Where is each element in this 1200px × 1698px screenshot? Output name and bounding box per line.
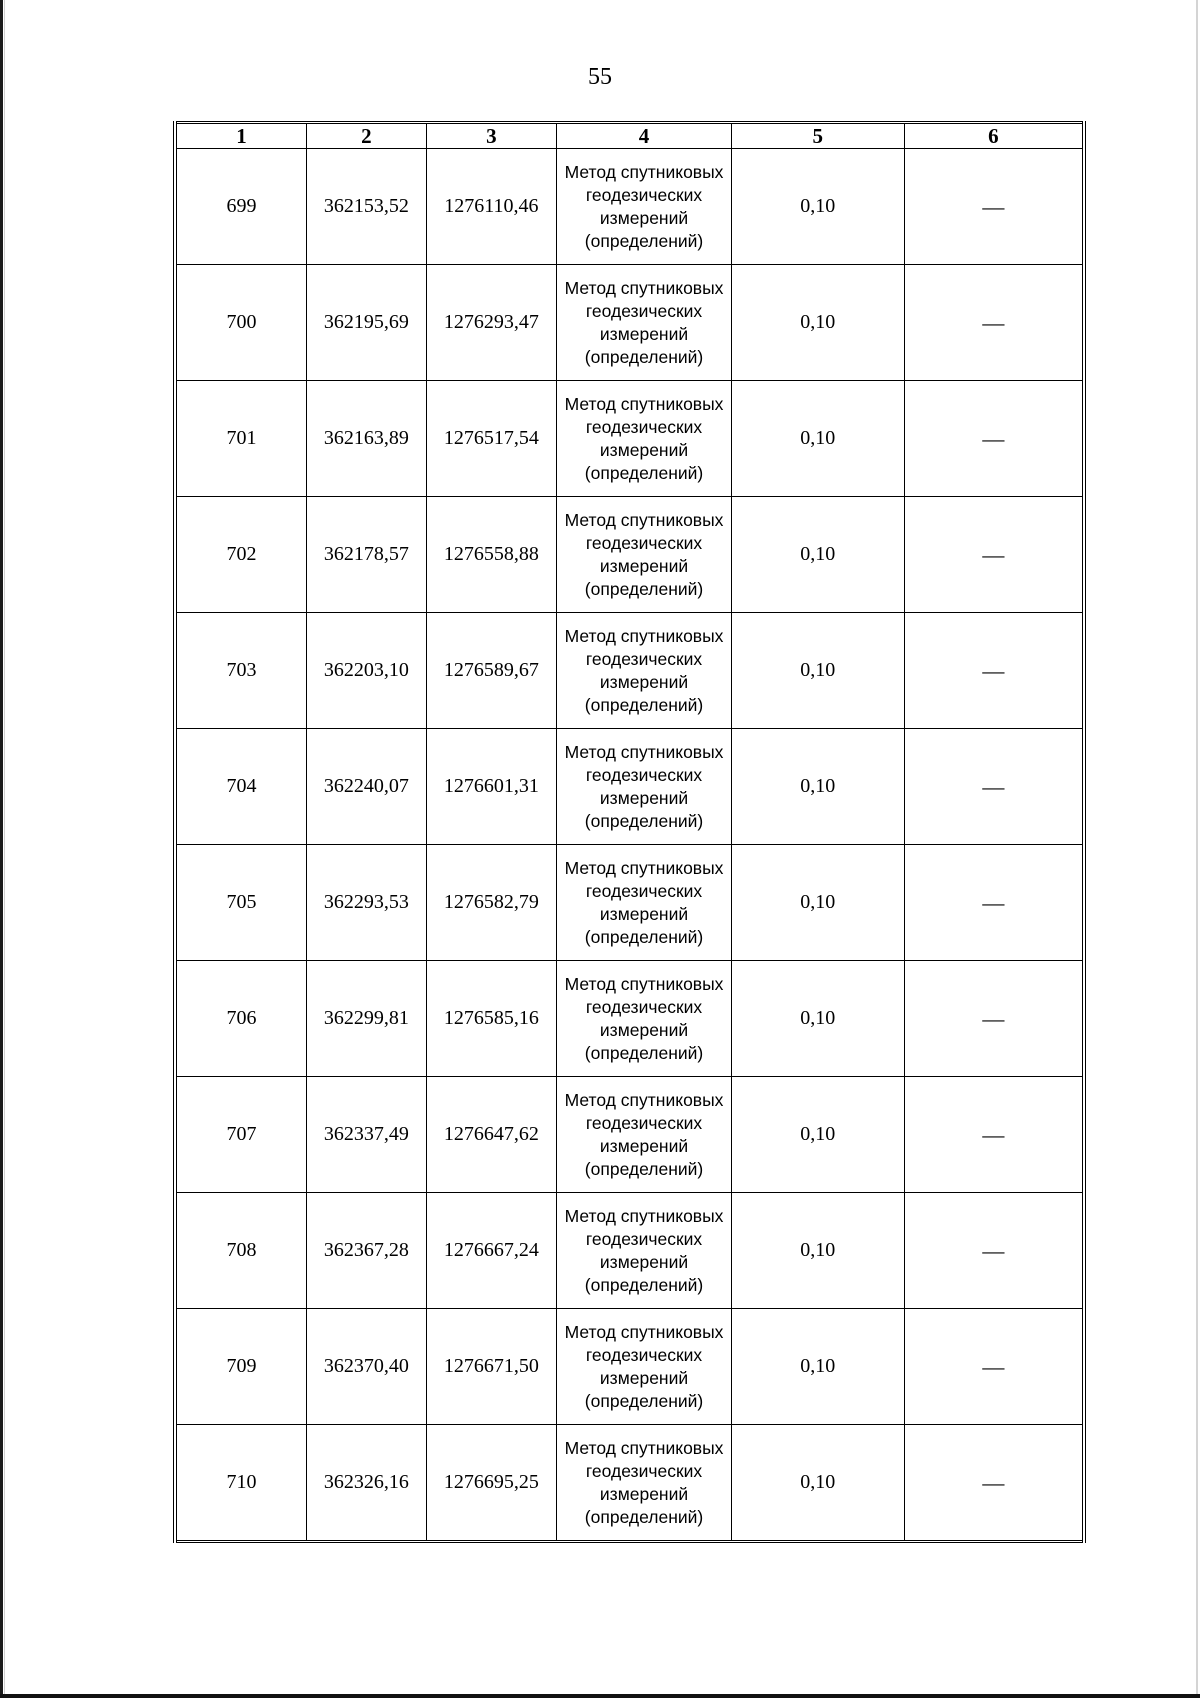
table-row bbox=[175, 497, 1084, 613]
scan-edge-right bbox=[1196, 0, 1198, 1698]
x-coordinate-cell: 362163,89 bbox=[307, 381, 427, 497]
y-coordinate-cell: 1276647,62 bbox=[426, 1077, 557, 1193]
table-row bbox=[175, 1309, 1084, 1425]
point-number-cell: 699 bbox=[175, 149, 307, 265]
y-coordinate-cell: 1276671,50 bbox=[426, 1309, 557, 1425]
y-coordinate-cell: 1276667,24 bbox=[426, 1193, 557, 1309]
x-coordinate-cell: 362240,07 bbox=[307, 729, 427, 845]
y-coordinate-cell: 1276695,25 bbox=[426, 1425, 557, 1542]
table-row bbox=[175, 149, 1084, 265]
table-row bbox=[175, 613, 1084, 729]
method-cell: Метод спутниковых геодезических измерений (определений) bbox=[557, 1077, 732, 1193]
point-number-cell: 703 bbox=[175, 613, 307, 729]
point-number-cell: 710 bbox=[175, 1425, 307, 1542]
method-cell: Метод спутниковых геодезических измерений (определений) bbox=[557, 1193, 732, 1309]
point-number-cell: 708 bbox=[175, 1193, 307, 1309]
description-cell: — bbox=[904, 381, 1084, 497]
method-cell: Метод спутниковых геодезических измерений (определений) bbox=[557, 729, 732, 845]
y-coordinate-cell: 1276585,16 bbox=[426, 961, 557, 1077]
method-cell: Метод спутниковых геодезических измерений (определений) bbox=[557, 613, 732, 729]
y-coordinate-cell: 1276293,47 bbox=[426, 265, 557, 381]
y-coordinate-cell: 1276601,31 bbox=[426, 729, 557, 845]
x-coordinate-cell: 362299,81 bbox=[307, 961, 427, 1077]
header-col-1: 1 bbox=[175, 123, 307, 149]
accuracy-cell: 0,10 bbox=[731, 1193, 904, 1309]
method-cell: Метод спутниковых геодезических измерений (определений) bbox=[557, 845, 732, 961]
method-cell: Метод спутниковых геодезических измерений (определений) bbox=[557, 1309, 732, 1425]
y-coordinate-cell: 1276558,88 bbox=[426, 497, 557, 613]
table-body bbox=[175, 149, 1084, 1542]
x-coordinate-cell: 362367,28 bbox=[307, 1193, 427, 1309]
description-cell: — bbox=[904, 1425, 1084, 1542]
coordinates-table bbox=[173, 121, 1086, 1543]
point-number-cell: 706 bbox=[175, 961, 307, 1077]
accuracy-cell: 0,10 bbox=[731, 149, 904, 265]
page-number: 55 bbox=[588, 64, 612, 90]
x-coordinate-cell: 362293,53 bbox=[307, 845, 427, 961]
y-coordinate-cell: 1276110,46 bbox=[426, 149, 557, 265]
scan-edge-bottom bbox=[0, 1694, 1200, 1698]
accuracy-cell: 0,10 bbox=[731, 497, 904, 613]
method-cell: Метод спутниковых геодезических измерений (определений) bbox=[557, 381, 732, 497]
method-cell: Метод спутниковых геодезических измерений (определений) bbox=[557, 961, 732, 1077]
accuracy-cell: 0,10 bbox=[731, 845, 904, 961]
y-coordinate-cell: 1276589,67 bbox=[426, 613, 557, 729]
method-cell: Метод спутниковых геодезических измерений (определений) bbox=[557, 497, 732, 613]
header-col-5: 5 bbox=[731, 123, 904, 149]
scan-edge-left-inner bbox=[4, 0, 5, 1698]
point-number-cell: 701 bbox=[175, 381, 307, 497]
y-coordinate-cell: 1276582,79 bbox=[426, 845, 557, 961]
description-cell: — bbox=[904, 1193, 1084, 1309]
description-cell: — bbox=[904, 1077, 1084, 1193]
x-coordinate-cell: 362178,57 bbox=[307, 497, 427, 613]
method-cell: Метод спутниковых геодезических измерений (определений) bbox=[557, 265, 732, 381]
description-cell: — bbox=[904, 1309, 1084, 1425]
header-col-3: 3 bbox=[426, 123, 557, 149]
header-col-2: 2 bbox=[307, 123, 427, 149]
description-cell: — bbox=[904, 265, 1084, 381]
point-number-cell: 702 bbox=[175, 497, 307, 613]
accuracy-cell: 0,10 bbox=[731, 1077, 904, 1193]
table-row bbox=[175, 961, 1084, 1077]
description-cell: — bbox=[904, 845, 1084, 961]
table-row bbox=[175, 1077, 1084, 1193]
accuracy-cell: 0,10 bbox=[731, 1425, 904, 1542]
x-coordinate-cell: 362326,16 bbox=[307, 1425, 427, 1542]
accuracy-cell: 0,10 bbox=[731, 613, 904, 729]
point-number-cell: 704 bbox=[175, 729, 307, 845]
x-coordinate-cell: 362153,52 bbox=[307, 149, 427, 265]
table-row bbox=[175, 1193, 1084, 1309]
table-row bbox=[175, 729, 1084, 845]
method-cell: Метод спутниковых геодезических измерений (определений) bbox=[557, 149, 732, 265]
method-cell: Метод спутниковых геодезических измерений (определений) bbox=[557, 1425, 732, 1542]
table-header-row bbox=[175, 123, 1084, 149]
accuracy-cell: 0,10 bbox=[731, 1309, 904, 1425]
header-col-4: 4 bbox=[557, 123, 732, 149]
description-cell: — bbox=[904, 729, 1084, 845]
point-number-cell: 705 bbox=[175, 845, 307, 961]
table-row bbox=[175, 381, 1084, 497]
point-number-cell: 709 bbox=[175, 1309, 307, 1425]
x-coordinate-cell: 362203,10 bbox=[307, 613, 427, 729]
description-cell: — bbox=[904, 497, 1084, 613]
description-cell: — bbox=[904, 149, 1084, 265]
table-row bbox=[175, 265, 1084, 381]
description-cell: — bbox=[904, 613, 1084, 729]
x-coordinate-cell: 362370,40 bbox=[307, 1309, 427, 1425]
table-row bbox=[175, 1425, 1084, 1542]
point-number-cell: 707 bbox=[175, 1077, 307, 1193]
x-coordinate-cell: 362195,69 bbox=[307, 265, 427, 381]
y-coordinate-cell: 1276517,54 bbox=[426, 381, 557, 497]
point-number-cell: 700 bbox=[175, 265, 307, 381]
accuracy-cell: 0,10 bbox=[731, 265, 904, 381]
accuracy-cell: 0,10 bbox=[731, 961, 904, 1077]
scan-edge-left bbox=[0, 0, 3, 1698]
table-row bbox=[175, 845, 1084, 961]
accuracy-cell: 0,10 bbox=[731, 381, 904, 497]
header-col-6: 6 bbox=[904, 123, 1084, 149]
x-coordinate-cell: 362337,49 bbox=[307, 1077, 427, 1193]
accuracy-cell: 0,10 bbox=[731, 729, 904, 845]
description-cell: — bbox=[904, 961, 1084, 1077]
